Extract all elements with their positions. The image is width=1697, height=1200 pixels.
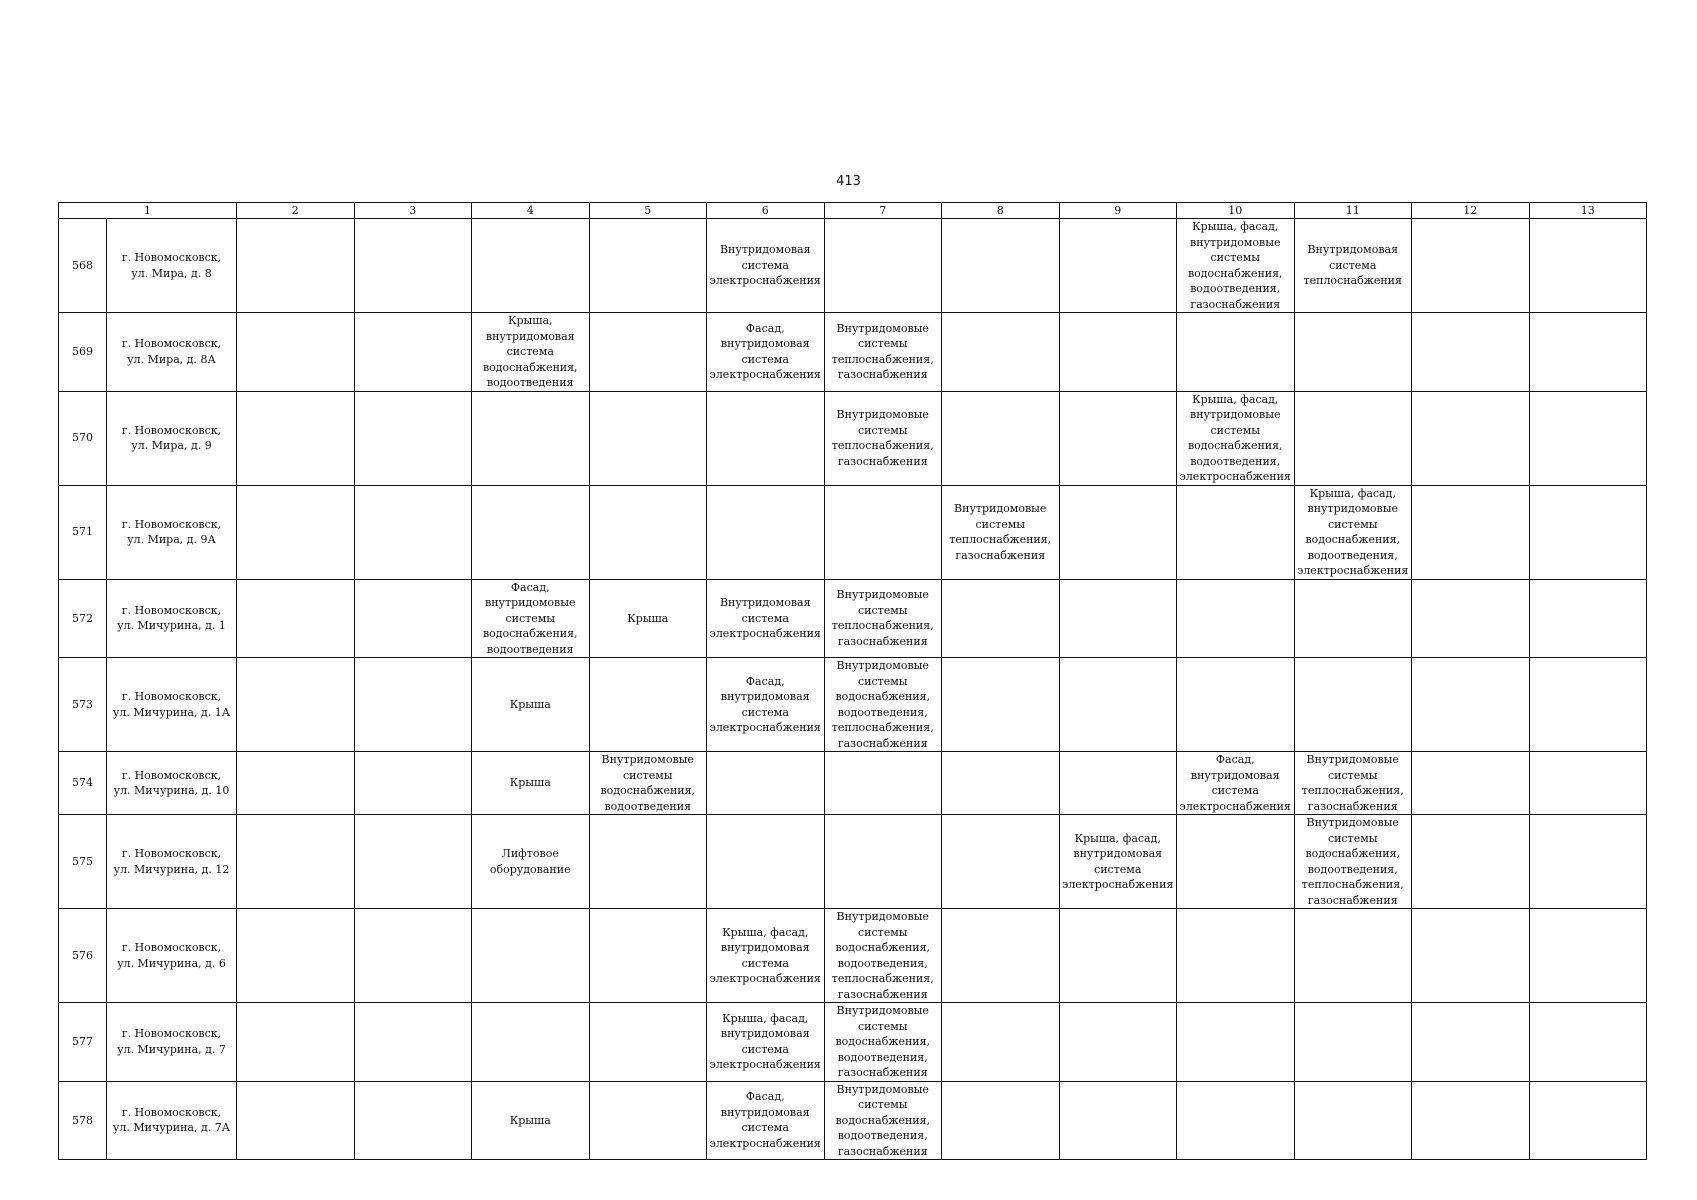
address-cell: г. Новомосковск, ул. Мичурина, д. 7 (107, 1003, 237, 1082)
work-cell (1412, 1081, 1530, 1160)
work-cell (1177, 313, 1295, 392)
column-header: 9 (1059, 203, 1177, 219)
work-cell (1529, 815, 1647, 909)
work-cell: Фасад, внутридомовые системы водоснабжения, водоотведения (472, 579, 590, 658)
work-cell (589, 391, 707, 485)
work-cell (942, 752, 1060, 815)
column-header: 12 (1412, 203, 1530, 219)
work-cell (942, 658, 1060, 752)
work-cell: Внутридомовые системы теплоснабжения, газоснабжения (1294, 752, 1412, 815)
work-cell (589, 1081, 707, 1160)
work-cell (707, 752, 825, 815)
work-cell (1294, 658, 1412, 752)
work-cell: Внутридомовые системы теплоснабжения, газоснабжения (942, 485, 1060, 579)
table-row (59, 579, 1647, 658)
work-cell (1529, 485, 1647, 579)
work-cell (237, 909, 355, 1003)
table-row (59, 219, 1647, 313)
work-cell (1177, 815, 1295, 909)
work-cell: Внутридомовая система электроснабжения (707, 219, 825, 313)
work-cell (707, 485, 825, 579)
work-cell (237, 313, 355, 392)
work-cell (1059, 485, 1177, 579)
work-cell: Внутридомовые системы водоснабжения, водоотведения, газоснабжения (824, 1081, 942, 1160)
address-cell: г. Новомосковск, ул. Мичурина, д. 1А (107, 658, 237, 752)
work-cell (1412, 485, 1530, 579)
work-cell (589, 485, 707, 579)
row-number: 572 (59, 579, 107, 658)
work-cell: Крыша, фасад, внутридомовые системы водоснабжения, водоотведения, электроснабжения (1177, 391, 1295, 485)
work-cell (1177, 1081, 1295, 1160)
work-cell (1529, 658, 1647, 752)
work-cell (1059, 579, 1177, 658)
work-cell (354, 219, 472, 313)
table-row (59, 1081, 1647, 1160)
work-cell (1059, 1003, 1177, 1082)
work-cell: Внутридомовые системы водоснабжения, водоотведения, теплоснабжения, газоснабжения (824, 658, 942, 752)
work-cell: Крыша, фасад, внутридомовые системы водоснабжения, водоотведения, газоснабжения (1177, 219, 1295, 313)
work-cell: Крыша (472, 658, 590, 752)
work-cell (472, 909, 590, 1003)
work-cell (354, 485, 472, 579)
work-cell (237, 485, 355, 579)
column-header: 10 (1177, 203, 1295, 219)
work-cell (942, 391, 1060, 485)
row-number: 571 (59, 485, 107, 579)
table-row (59, 815, 1647, 909)
work-cell (354, 1003, 472, 1082)
work-cell (942, 909, 1060, 1003)
work-cell (942, 815, 1060, 909)
work-cell: Крыша, внутридомовая система водоснабжения, водоотведения (472, 313, 590, 392)
work-cell (472, 219, 590, 313)
table-row (59, 752, 1647, 815)
row-number: 570 (59, 391, 107, 485)
work-cell (237, 658, 355, 752)
work-cell: Фасад, внутридомовая система электроснабжения (707, 313, 825, 392)
column-header: 8 (942, 203, 1060, 219)
work-cell (1529, 391, 1647, 485)
work-cell: Внутридомовые системы водоснабжения, водоотведения, теплоснабжения, газоснабжения (824, 909, 942, 1003)
work-cell (1294, 313, 1412, 392)
work-cell (1294, 1003, 1412, 1082)
work-cell (237, 219, 355, 313)
work-cell (942, 1003, 1060, 1082)
work-cell: Внутридомовые системы водоснабжения, водоотведения (589, 752, 707, 815)
work-cell: Внутридомовые системы теплоснабжения, газоснабжения (824, 579, 942, 658)
address-cell: г. Новомосковск, ул. Мичурина, д. 12 (107, 815, 237, 909)
work-cell (589, 1003, 707, 1082)
work-cell (1529, 909, 1647, 1003)
work-cell (237, 1081, 355, 1160)
repair-schedule-table (58, 202, 1647, 1160)
address-cell: г. Новомосковск, ул. Мичурина, д. 6 (107, 909, 237, 1003)
work-cell (237, 391, 355, 485)
column-header: 6 (707, 203, 825, 219)
work-cell: Крыша (472, 1081, 590, 1160)
work-cell (1412, 391, 1530, 485)
column-header: 2 (237, 203, 355, 219)
work-cell (1412, 815, 1530, 909)
work-cell (824, 485, 942, 579)
work-cell: Фасад, внутридомовая система электроснабжения (707, 1081, 825, 1160)
work-cell (589, 909, 707, 1003)
work-cell (824, 815, 942, 909)
work-cell: Внутридомовые системы теплоснабжения, газоснабжения (824, 391, 942, 485)
row-number: 568 (59, 219, 107, 313)
column-header: 11 (1294, 203, 1412, 219)
column-header: 5 (589, 203, 707, 219)
work-cell: Внутридомовые системы теплоснабжения, газоснабжения (824, 313, 942, 392)
work-cell (354, 391, 472, 485)
address-cell: г. Новомосковск, ул. Мира, д. 8 (107, 219, 237, 313)
column-header: 1 (59, 203, 237, 219)
work-cell (707, 391, 825, 485)
work-cell: Крыша, фасад, внутридомовая система электроснабжения (707, 1003, 825, 1082)
work-cell (237, 1003, 355, 1082)
work-cell (1412, 313, 1530, 392)
row-number: 577 (59, 1003, 107, 1082)
work-cell (707, 815, 825, 909)
work-cell (1059, 752, 1177, 815)
work-cell (942, 579, 1060, 658)
work-cell: Крыша, фасад, внутридомовые системы водоснабжения, водоотведения, электроснабжения (1294, 485, 1412, 579)
work-cell (354, 579, 472, 658)
work-cell: Крыша (472, 752, 590, 815)
work-cell (354, 752, 472, 815)
work-cell (1177, 485, 1295, 579)
work-cell (1529, 219, 1647, 313)
table-row (59, 485, 1647, 579)
work-cell: Крыша, фасад, внутридомовая система электроснабжения (707, 909, 825, 1003)
work-cell (1294, 909, 1412, 1003)
work-cell (1177, 579, 1295, 658)
work-cell: Внутридомовая система электроснабжения (707, 579, 825, 658)
row-number: 576 (59, 909, 107, 1003)
row-number: 574 (59, 752, 107, 815)
work-cell: Крыша, фасад, внутридомовая система электроснабжения (1059, 815, 1177, 909)
work-cell (589, 658, 707, 752)
row-number: 569 (59, 313, 107, 392)
work-cell (1294, 1081, 1412, 1160)
work-cell (354, 1081, 472, 1160)
page-number: 413 (836, 174, 861, 189)
row-number: 575 (59, 815, 107, 909)
work-cell (824, 752, 942, 815)
address-cell: г. Новомосковск, ул. Мичурина, д. 10 (107, 752, 237, 815)
work-cell (1059, 658, 1177, 752)
work-cell (354, 313, 472, 392)
work-cell (472, 391, 590, 485)
work-cell: Внутридомовые системы водоснабжения, водоотведения, газоснабжения (824, 1003, 942, 1082)
table-row (59, 909, 1647, 1003)
column-header: 3 (354, 203, 472, 219)
work-cell (354, 909, 472, 1003)
work-cell (1177, 658, 1295, 752)
work-cell (1412, 579, 1530, 658)
work-cell (237, 815, 355, 909)
work-cell (1529, 313, 1647, 392)
work-cell (1412, 1003, 1530, 1082)
work-cell: Фасад, внутридомовая система электроснабжения (1177, 752, 1295, 815)
work-cell (1529, 579, 1647, 658)
work-cell (1529, 1003, 1647, 1082)
address-cell: г. Новомосковск, ул. Мичурина, д. 7А (107, 1081, 237, 1160)
table-row (59, 391, 1647, 485)
column-header: 7 (824, 203, 942, 219)
work-cell (1177, 1003, 1295, 1082)
work-cell (472, 1003, 590, 1082)
work-cell (1529, 1081, 1647, 1160)
work-cell: Крыша (589, 579, 707, 658)
work-cell (354, 815, 472, 909)
work-cell (589, 815, 707, 909)
work-cell (942, 313, 1060, 392)
work-cell (1059, 391, 1177, 485)
address-cell: г. Новомосковск, ул. Мира, д. 9А (107, 485, 237, 579)
work-cell (237, 752, 355, 815)
work-cell (1294, 391, 1412, 485)
work-cell: Внутридомовая система теплоснабжения (1294, 219, 1412, 313)
work-cell (354, 658, 472, 752)
work-cell (1059, 313, 1177, 392)
row-number: 573 (59, 658, 107, 752)
work-cell (589, 219, 707, 313)
work-cell (1177, 909, 1295, 1003)
address-cell: г. Новомосковск, ул. Мичурина, д. 1 (107, 579, 237, 658)
work-cell (1412, 219, 1530, 313)
work-cell (472, 485, 590, 579)
table-row (59, 1003, 1647, 1082)
work-cell (942, 1081, 1060, 1160)
work-cell (942, 219, 1060, 313)
work-cell (824, 219, 942, 313)
row-number: 578 (59, 1081, 107, 1160)
address-cell: г. Новомосковск, ул. Мира, д. 8А (107, 313, 237, 392)
column-header: 4 (472, 203, 590, 219)
work-cell (1412, 658, 1530, 752)
column-header: 13 (1529, 203, 1647, 219)
table-row (59, 313, 1647, 392)
work-cell (1059, 1081, 1177, 1160)
work-cell: Внутридомовые системы водоснабжения, водоотведения, теплоснабжения, газоснабжения (1294, 815, 1412, 909)
header-row (59, 203, 1647, 219)
work-cell: Фасад, внутридомовая система электроснабжения (707, 658, 825, 752)
work-cell (1412, 752, 1530, 815)
work-cell (589, 313, 707, 392)
work-cell (1412, 909, 1530, 1003)
work-cell (1059, 909, 1177, 1003)
table-row (59, 658, 1647, 752)
work-cell (237, 579, 355, 658)
address-cell: г. Новомосковск, ул. Мира, д. 9 (107, 391, 237, 485)
work-cell (1294, 579, 1412, 658)
work-cell (1059, 219, 1177, 313)
work-cell (1529, 752, 1647, 815)
work-cell: Лифтовое оборудование (472, 815, 590, 909)
